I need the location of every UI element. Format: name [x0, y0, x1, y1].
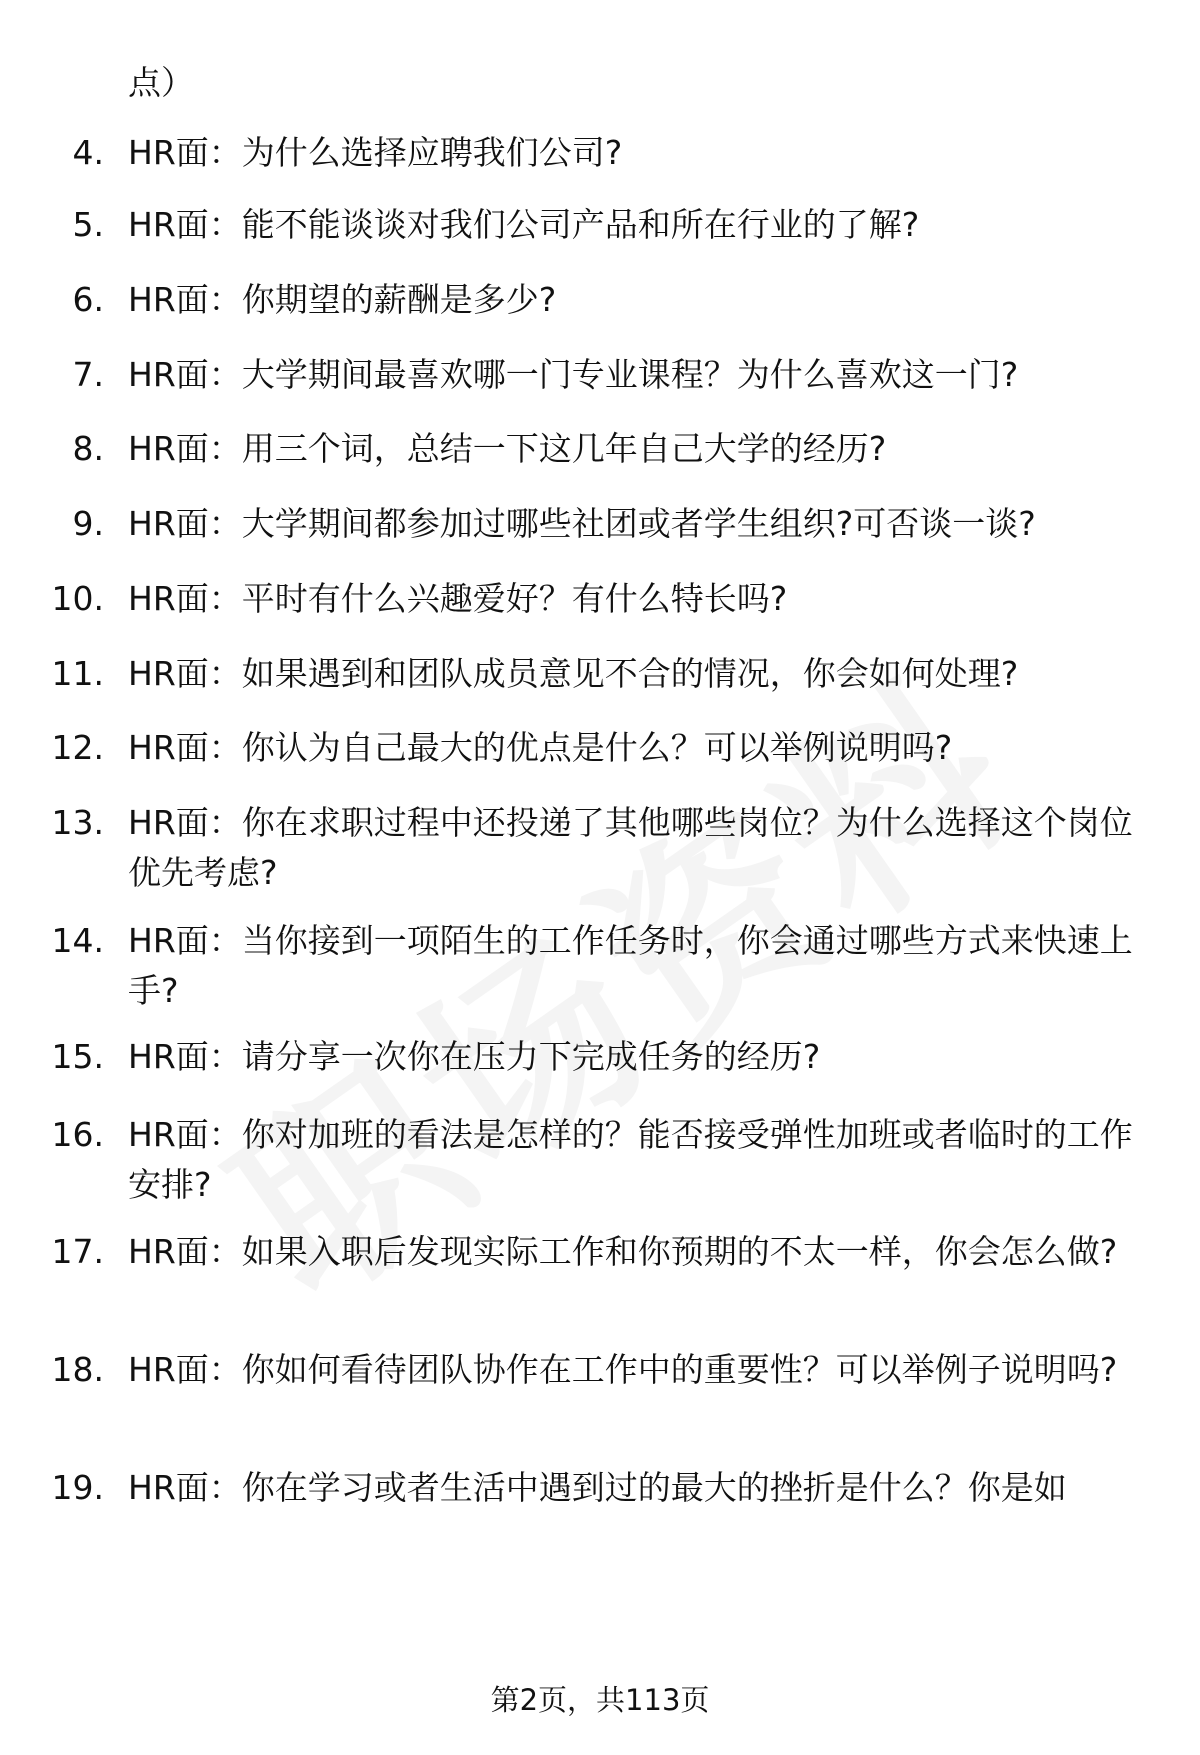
item-number: 13. [51, 803, 104, 842]
item-number: 16. [51, 1115, 104, 1154]
item-number: 19. [51, 1468, 104, 1507]
item-text: HR面：当你接到一项陌生的工作任务时，你会通过哪些方式来快速上手? [128, 921, 1133, 1010]
item-text: HR面：用三个词，总结一下这几年自己大学的经历? [128, 429, 887, 468]
item-text: HR面：如果遇到和团队成员意见不合的情况，你会如何处理? [128, 654, 1019, 693]
item-text: HR面：请分享一次你在压力下完成任务的经历? [128, 1037, 821, 1076]
item-text: HR面：你对加班的看法是怎样的？能否接受弹性加班或者临时的工作安排? [128, 1115, 1133, 1204]
item-text: HR面：你在学习或者生活中遇到过的最大的挫折是什么？你是如 [128, 1468, 1067, 1507]
item-number: 18. [51, 1350, 104, 1389]
page-footer: 第2页，共113页 [490, 1683, 710, 1717]
item-text: HR面：大学期间都参加过哪些社团或者学生组织?可否谈一谈? [128, 504, 1036, 543]
item-text: HR面：大学期间最喜欢哪一门专业课程？为什么喜欢这一门? [128, 355, 1019, 394]
item-text: HR面：为什么选择应聘我们公司? [128, 133, 623, 172]
item-number: 10. [51, 579, 104, 618]
item-number: 4. [72, 133, 104, 172]
item-number: 9. [72, 504, 104, 543]
item-text: HR面：你期望的薪酬是多少? [128, 280, 557, 319]
item-text: HR面：如果入职后发现实际工作和你预期的不太一样，你会怎么做? [128, 1232, 1118, 1271]
item-number: 12. [51, 728, 104, 767]
item-number: 14. [51, 921, 104, 960]
item-text: HR面：能不能谈谈对我们公司产品和所在行业的了解? [128, 205, 920, 244]
item-text: HR面：你认为自己最大的优点是什么？可以举例说明吗? [128, 728, 953, 767]
item-text: HR面：平时有什么兴趣爱好？有什么特长吗? [128, 579, 788, 618]
item-number: 17. [51, 1232, 104, 1271]
item-number: 15. [51, 1037, 104, 1076]
item-number: 11. [51, 654, 104, 693]
item-text: HR面：你如何看待团队协作在工作中的重要性？可以举例子说明吗? [128, 1350, 1118, 1389]
continuation-text: 点） [128, 63, 194, 102]
item-number: 8. [72, 429, 104, 468]
item-text: HR面：你在求职过程中还投递了其他哪些岗位？为什么选择这个岗位优先考虑? [128, 803, 1133, 892]
item-number: 7. [72, 355, 104, 394]
item-number: 6. [72, 280, 104, 319]
item-number: 5. [72, 205, 104, 244]
